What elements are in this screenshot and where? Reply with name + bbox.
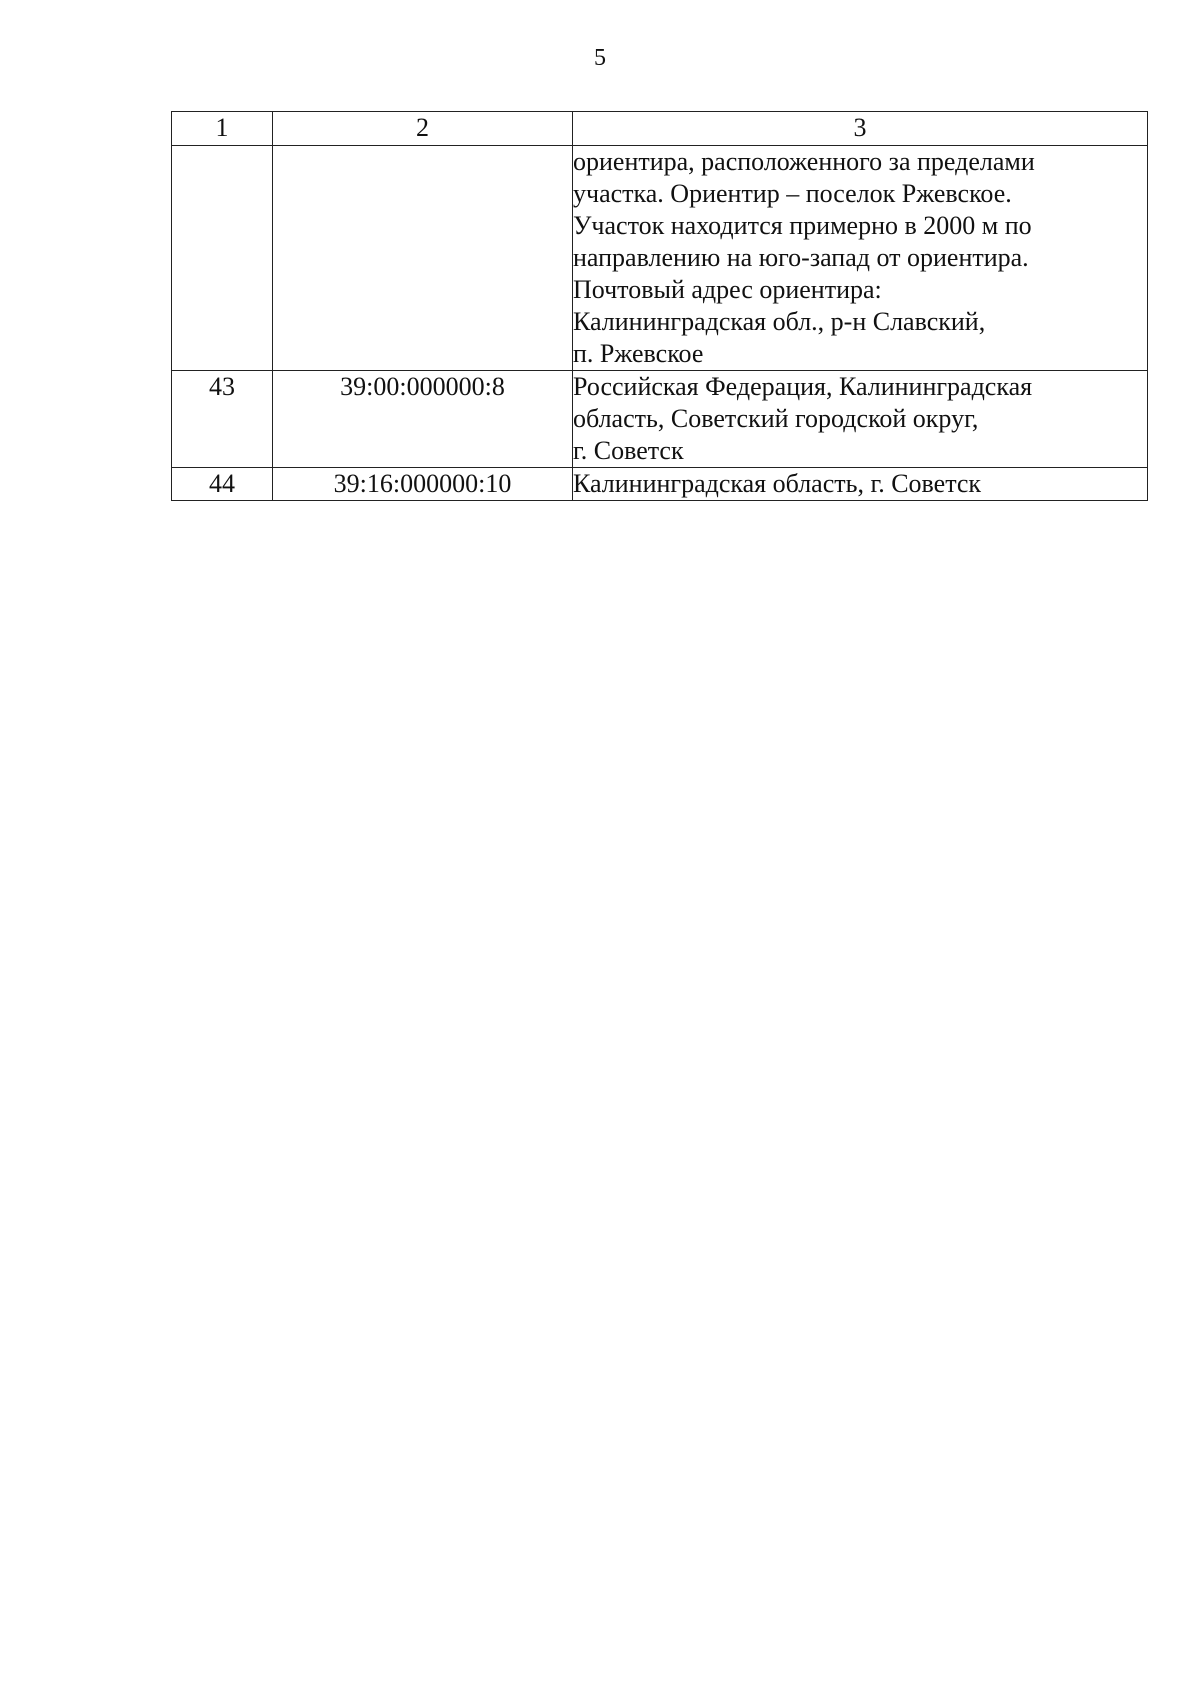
address-cell (573, 371, 1148, 468)
address-line: п. Ржевское (573, 339, 704, 368)
address-line: ориентира, расположенного за пределами (573, 147, 1035, 176)
row-number-cell: 43 (172, 371, 273, 468)
address-line: г. Советск (573, 436, 684, 465)
address-line: область, Советский городской округ, (573, 404, 979, 433)
column-header-3: 3 (573, 112, 1148, 146)
address-line: Почтовый адрес ориентира: (573, 275, 882, 304)
table-row-continuation (172, 146, 1148, 371)
row-number-cell (172, 146, 273, 371)
address-line: участка. Ориентир – поселок Ржевское. (573, 179, 1012, 208)
table-row-43 (172, 371, 1148, 468)
address-cell (573, 468, 1148, 501)
address-line: Калининградская область, г. Советск (573, 469, 982, 498)
address-line: направлению на юго-запад от ориентира. (573, 243, 1029, 272)
page-number: 5 (594, 45, 606, 71)
column-header-2: 2 (273, 112, 573, 146)
cadastral-number-cell: 39:16:000000:10 (273, 468, 573, 501)
row-number-cell: 44 (172, 468, 273, 501)
table-header-row (172, 112, 1148, 146)
column-header-1: 1 (172, 112, 273, 146)
address-line: Калининградская обл., р-н Славский, (573, 307, 986, 336)
cadastral-number-cell (273, 146, 573, 371)
address-cell (573, 146, 1148, 371)
table-row-44 (172, 468, 1148, 501)
address-line: Российская Федерация, Калининградская (573, 372, 1033, 401)
cadastral-number-cell: 39:00:000000:8 (273, 371, 573, 468)
address-line: Участок находится примерно в 2000 м по (573, 211, 1032, 240)
parcel-table (171, 111, 1148, 501)
